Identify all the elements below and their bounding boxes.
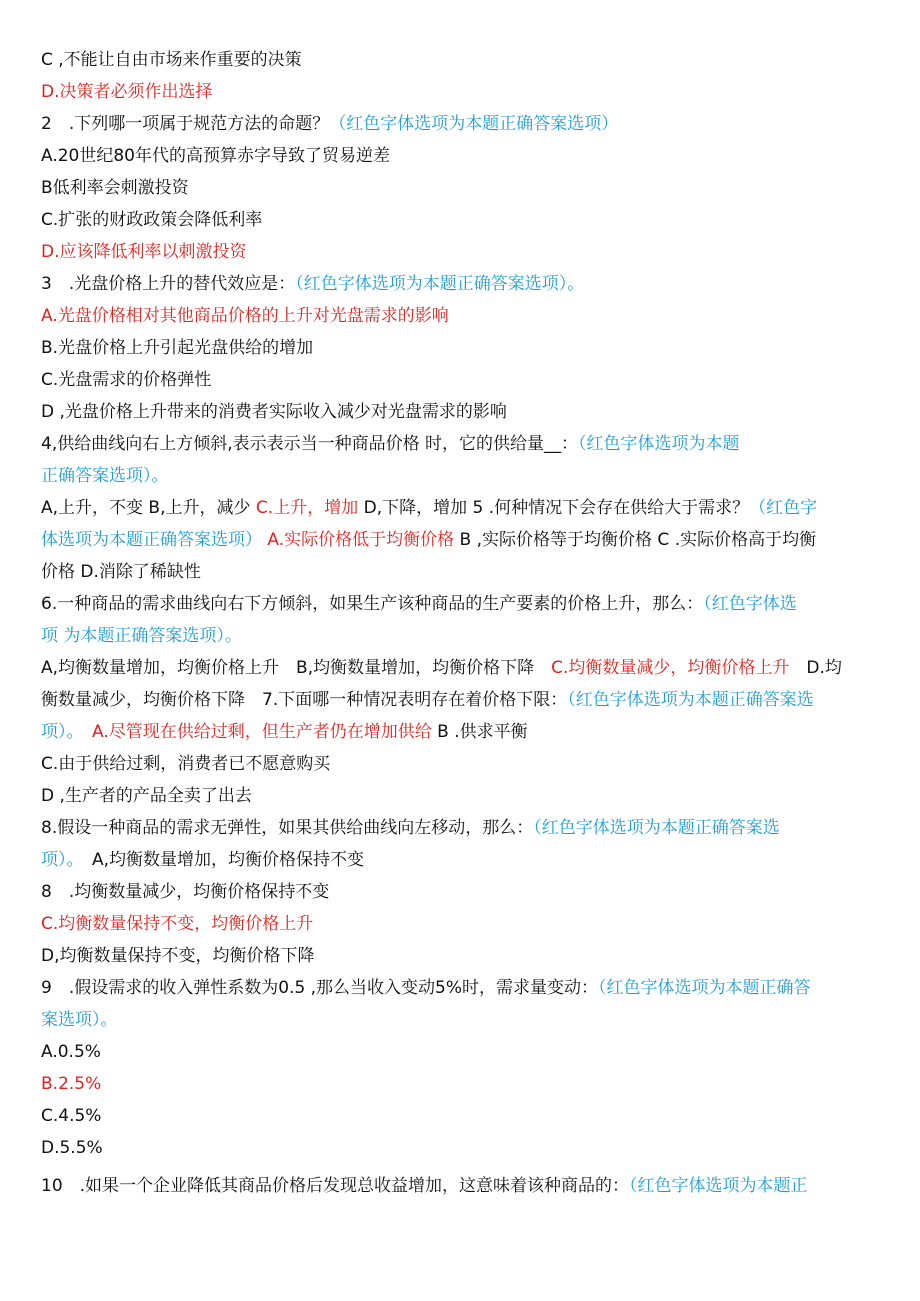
text-line	[41, 1036, 886, 1068]
body-text: D.均	[789, 658, 842, 678]
body-text: B低利率会刺激投资	[41, 178, 189, 198]
body-text: C.光盘需求的价格弹性	[41, 370, 212, 390]
answer-text: C.均衡数量减少，均衡价格上升	[551, 658, 790, 678]
hint-text: （红色字体选项为本题正确答案选	[533, 818, 780, 838]
body-text: 8 .均衡数量减少，均衡价格保持不变	[41, 882, 330, 902]
text-line	[41, 524, 886, 556]
hint-text: （红色字体选项为本题正确答案选项）。	[295, 274, 585, 294]
body-text: 6.一种商品的需求曲线向右下方倾斜，如果生产该种商品的生产要素的价格上升，那么：	[41, 594, 704, 614]
text-line	[41, 940, 886, 972]
text-line	[41, 620, 886, 652]
text-line	[41, 972, 886, 1004]
answer-text: D.应该降低利率以刺激投资	[41, 242, 247, 262]
text-line	[41, 108, 886, 140]
text-line	[41, 268, 886, 300]
hint-text: 正确答案选项）。	[41, 466, 169, 486]
body-text: C ,不能让自由市场来作重要的决策	[41, 50, 302, 70]
hint-text: （红色字	[749, 498, 818, 518]
text-line	[41, 556, 886, 588]
text-line	[41, 76, 886, 108]
body-text: C.由于供给过剩，消费者已不愿意购买	[41, 754, 331, 774]
answer-text: B.2.5%	[41, 1074, 102, 1094]
body-text: B .供求平衡	[431, 722, 528, 742]
text-line	[41, 492, 886, 524]
body-text: A.20世纪80年代的高预算赤字导致了贸易逆差	[41, 146, 390, 166]
text-line	[41, 300, 886, 332]
text-line	[41, 588, 886, 620]
text-line	[41, 812, 886, 844]
answer-text: D.决策者必须作出选择	[41, 82, 213, 102]
body-text: D,均衡数量保持不变，均衡价格下降	[41, 946, 315, 966]
answer-text: C.上升，增加	[255, 498, 359, 518]
body-text: C.4.5%	[41, 1106, 102, 1126]
text-line	[41, 748, 886, 780]
text-line	[41, 908, 886, 940]
text-line	[41, 172, 886, 204]
text-line	[41, 140, 886, 172]
body-text: B.光盘价格上升引起光盘供给的增加	[41, 338, 314, 358]
text-line	[41, 332, 886, 364]
text-line	[41, 1170, 886, 1202]
text-line	[41, 684, 886, 716]
body-text: D ,光盘价格上升带来的消费者实际收入减少对光盘需求的影响	[41, 402, 507, 422]
answer-text: C.均衡数量保持不变，均衡价格上升	[41, 914, 314, 934]
body-text: B ,实际价格等于均衡价格 C .实际价格高于均衡	[454, 530, 817, 550]
text-line	[41, 236, 886, 268]
answer-text: A.尽管现在供给过剩，但生产者仍在增加供给	[75, 722, 432, 742]
hint-text: （红色字体选项为本题正确答	[598, 978, 811, 998]
text-line	[41, 876, 886, 908]
hint-text: （红色字体选	[703, 594, 797, 614]
answer-text: A.实际价格低于均衡价格	[262, 530, 455, 550]
text-line	[41, 428, 886, 460]
hint-text: 体选项为本题正确答案选项）	[41, 530, 262, 550]
text-line	[41, 1132, 886, 1164]
hint-text: 项）。	[41, 722, 75, 742]
text-line	[41, 396, 886, 428]
text-line	[41, 716, 886, 748]
hint-text: 项）。	[41, 850, 75, 870]
hint-text: 项 为本题正确答案选项）。	[41, 626, 242, 646]
body-text: A,均衡数量增加，均衡价格上升 B,均衡数量增加，均衡价格下降	[41, 658, 552, 678]
body-text: A,上升，不变 B,上升，减少	[41, 498, 256, 518]
body-text: 4,供给曲线向右上方倾斜,表示表示当一种商品价格 时，它的供给量__：	[41, 434, 579, 454]
body-text: D,下降，增加 5 .何种情况下会存在供给大于需求？	[358, 498, 750, 518]
body-text: C.扩张的财政政策会降低利率	[41, 210, 263, 230]
text-line	[41, 652, 886, 684]
body-text: A.0.5%	[41, 1042, 101, 1062]
body-text: A,均衡数量增加，均衡价格保持不变	[75, 850, 365, 870]
body-text: D.5.5%	[41, 1138, 103, 1158]
answer-text: A.光盘价格相对其他商品价格的上升对光盘需求的影响	[41, 306, 449, 326]
body-text: 价格 D.消除了稀缺性	[41, 562, 201, 582]
hint-text: 案选项）。	[41, 1010, 118, 1030]
body-text: 10 .如果一个企业降低其商品价格后发现总收益增加，这意味着该种商品的：	[41, 1176, 630, 1196]
text-line	[41, 780, 886, 812]
body-text: D ,生产者的产品全卖了出去	[41, 786, 252, 806]
text-line	[41, 44, 886, 76]
text-line	[41, 1100, 886, 1132]
hint-text: （红色字体选项为本题	[578, 434, 740, 454]
hint-text: （红色字体选项为本题正确答案选项）	[329, 114, 619, 134]
body-text: 2 .下列哪一项属于规范方法的命题？	[41, 114, 330, 134]
document-page	[41, 44, 886, 1202]
text-line	[41, 1004, 886, 1036]
body-text: 8.假设一种商品的需求无弹性，如果其供给曲线向左移动，那么：	[41, 818, 534, 838]
text-line	[41, 1068, 886, 1100]
text-line	[41, 844, 886, 876]
text-line	[41, 364, 886, 396]
hint-text: （红色字体选项为本题正确答案选	[567, 690, 814, 710]
text-line	[41, 204, 886, 236]
body-text: 9 .假设需求的收入弹性系数为0.5 ,那么当收入变动5%时，需求量变动：	[41, 978, 599, 998]
body-text: 3 .光盘价格上升的替代效应是：	[41, 274, 296, 294]
body-text: 衡数量减少，均衡价格下降 7.下面哪一种情况表明存在着价格下限：	[41, 690, 568, 710]
text-line	[41, 460, 886, 492]
hint-text: （红色字体选项为本题正	[629, 1176, 808, 1196]
